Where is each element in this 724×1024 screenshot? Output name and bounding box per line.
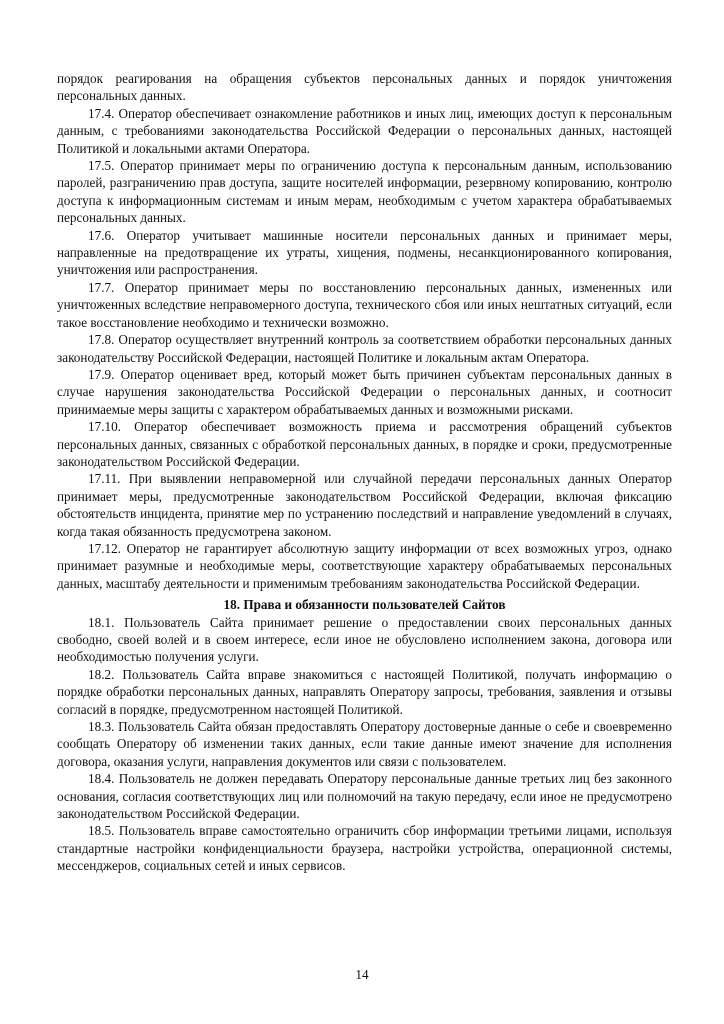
paragraph-18-4: 18.4. Пользователь не должен передавать Оператору персональные данные третьих лиц без законного основания, согласия соответствующих лиц или полномочий на такую передачу, если иное не предусмотрено законодательством Российской Федерации. bbox=[57, 771, 672, 822]
paragraph-17-12: 17.12. Оператор не гарантирует абсолютную защиту информации от всех возможных угроз, однако принимает разумные и необходимые меры, соответствующие характеру обрабатываемых персональных данных, масштабу деятельности и применимым требованиям законодательства Российской Федерации. bbox=[57, 540, 672, 591]
paragraph-18-1: 18.1. Пользователь Сайта принимает решение о предоставлении своих персональных данных свободно, своей волей и в своем интересе, если иное не обусловлено исполнением закона, договора или необходимостью получения услуги. bbox=[57, 614, 672, 665]
paragraph-17-4: 17.4. Оператор обеспечивает ознакомление работников и иных лиц, имеющих доступ к персональным данным, с требованиями законодательства Российской Федерации о персональных данных, настоящей Политикой и локальными актами Оператора. bbox=[57, 105, 672, 156]
section-heading: 18. Права и обязанности пользователей Сайтов bbox=[223, 597, 506, 613]
paragraph-17-10: 17.10. Оператор обеспечивает возможность приема и рассмотрения обращений субъектов персональных данных, связанных с обработкой персональных данных, в порядке и сроки, предусмотренные законодательством Российской Федерации. bbox=[57, 419, 672, 469]
paragraph-18-2: 18.2. Пользователь Сайта вправе знакомиться с настоящей Политикой, получать информацию о порядке обработки персональных данных, направлять Оператору запросы, требования, заявления и отзывы согласий в порядке, предусмотренном настоящей Политикой. bbox=[57, 666, 672, 717]
paragraph-17-8: 17.8. Оператор осуществляет внутренний контроль за соответствием обработки персональных данных законодательству Российской Федерации, настоящей Политике и локальным актам Оператора. bbox=[57, 332, 672, 365]
paragraph-continuation: порядок реагирования на обращения субъектов персональных данных и порядок уничтожения персональных данных. bbox=[57, 71, 672, 104]
page-number: 14 bbox=[355, 967, 369, 982]
paragraph-17-6: 17.6. Оператор учитывает машинные носители персональных данных и принимает меры, направленные на предотвращение их утраты, хищения, подмены, несанкционированного копирования, уничтожения или распространения. bbox=[57, 227, 672, 278]
paragraph-17-7: 17.7. Оператор принимает меры по восстановлению персональных данных, измененных или уничтоженных вследствие неправомерного доступа, технического сбоя или иных нештатных ситуаций, если такое восстановление необходимо и технически возможно. bbox=[57, 279, 672, 330]
paragraph-17-9: 17.9. Оператор оценивает вред, который может быть причинен субъектам персональных данных в случае нарушения законодательства Российской Федерации о персональных данных, и соотносит принимаемые меры защиты с характером обрабатываемых данных и возможными рисками. bbox=[57, 366, 672, 417]
paragraph-17-11: 17.11. При выявлении неправомерной или случайной передачи персональных данных Оператор принимает меры, предусмотренные законодательством Российской Федерации, включая фиксацию обстоятельств инцидента, принятие мер по устранению последствий и направление уведомлений в случаях, когда такая обязанность предусмотрена законом. bbox=[57, 471, 672, 539]
paragraph-17-5: 17.5. Оператор принимает меры по ограничению доступа к персональным данным, использованию паролей, разграничению прав доступа, защите носителей информации, резервному копированию, контролю доступа к информационным системам и иным мерам, необходимым с учетом характера обрабатываемых персональных данных. bbox=[57, 158, 672, 226]
paragraph-18-3: 18.3. Пользователь Сайта обязан предоставлять Оператору достоверные данные о себе и своевременно сообщать Оператору об изменении таких данных, если такие данные имеют значение для исполнения договора, оказания услуги, направления документов или связи с пользователем. bbox=[57, 719, 672, 769]
paragraph-18-5: 18.5. Пользователь вправе самостоятельно ограничить сбор информации третьими лицами, используя стандартные настройки конфиденциальности браузера, настройки устройства, операционной системы, мессенджеров, социальных сетей и иных сервисов. bbox=[57, 823, 672, 874]
